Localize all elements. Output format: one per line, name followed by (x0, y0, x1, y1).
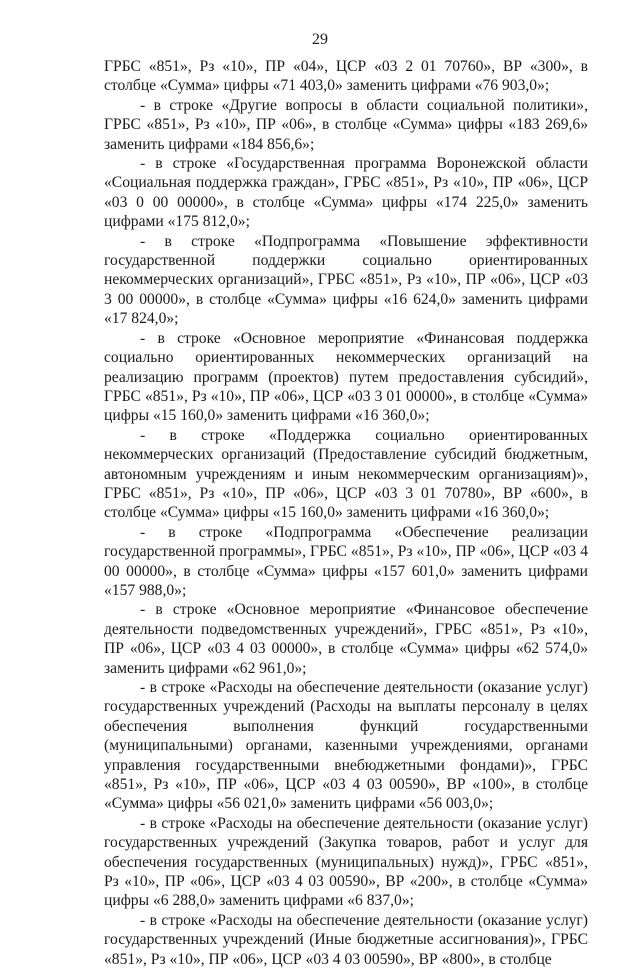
paragraph: - в строке «Другие вопросы в области социальной политики», ГРБС «851», Рз «10», ПР «06», в столбце «Сумма» цифры «183 269,6» заменить цифрами «184 856,6»; (104, 96, 588, 153)
paragraph: - в строке «Основное мероприятие «Финансовое обеспечение деятельности подведомственных учреждений», ГРБС «851», Рз «10», ПР «06», ЦСР «03 4 03 00000», в столбце «Сумма» цифры «62 574,0» заменить цифрами «62 961,0»; (104, 601, 588, 677)
paragraph: - в строке «Расходы на обеспечение деятельности (оказание услуг) государственных учреждений (Иные бюджетные ассигнования)», ГРБС «851», Рз «10», ПР «06», ЦСР «03 4 03 00590», ВР «800», в столбце (104, 911, 588, 968)
paragraph: - в строке «Поддержка социально ориентированных некоммерческих организаций (Предоставление субсидий бюджетным, автономным учреждениям и иным некоммерческим организациям)», ГРБС «851», Рз «10», ПР «06», ЦСР «03 3 01 70780», ВР «600», в столбце «Сумма» цифры «15 160,0» заменить цифрами «16 360,0»; (104, 426, 588, 522)
paragraph: - в строке «Расходы на обеспечение деятельности (оказание услуг) государственных учреждений (Закупка товаров, работ и услуг для обеспечения государственных (муниципальных) нужд)», ГРБС «851», Рз «10», ПР «06», ЦСР «03 4 03 00590», ВР «200», в столбце «Сумма» цифры «6 288,0» заменить цифрами «6 837,0»; (104, 814, 588, 910)
paragraph: ГРБС «851», Рз «10», ПР «04», ЦСР «03 2 01 70760», ВР «300», в столбце «Сумма» цифры «71 403,0» заменить цифрами «76 903,0»; (104, 58, 588, 95)
page-number: 29 (312, 31, 328, 48)
paragraph: - в строке «Подпрограмма «Обеспечение реализации государственной программы», ГРБС «851», Рз «10», ПР «06», ЦСР «03 4 00 00000», в столбце «Сумма» цифры «157 601,0» заменить цифрами «157 988,0»; (104, 523, 588, 599)
paragraph: - в строке «Основное мероприятие «Финансовая поддержка социально ориентированных некоммерческих организаций на реализацию программ (проектов) путем предоставления субсидий», ГРБС «851», Рз «10», ПР «06», ЦСР «03 3 01 00000», в столбце «Сумма» цифры «15 160,0» заменить цифрами «16 360,0»; (104, 329, 588, 425)
paragraph: - в строке «Государственная программа Воронежской области «Социальная поддержка граждан», ГРБС «851», Рз «10», ПР «06», ЦСР «03 0 00 00000», в столбце «Сумма» цифры «174 225,0» заменить цифрами «175 812,0»; (104, 155, 588, 231)
paragraph: - в строке «Подпрограмма «Повышение эффективности государственной поддержки социально ориентированных некоммерческих организаций», ГРБС «851», Рз «10», ПР «06», ЦСР «03 3 00 00000», в столбце «Сумма» цифры «16 624,0» заменить цифрами «17 824,0»; (104, 232, 588, 328)
paragraph: - в строке «Расходы на обеспечение деятельности (оказание услуг) государственных учреждений (Расходы на выплаты персоналу в целях обеспечения выполнения функций государственными (муниципальными) органами, казенными учреждениями, органами управления государственными внебюджетными фондами)», ГРБС «851», Рз «10», ПР «06», ЦСР «03 4 03 00590», ВР «100», в столбце «Сумма» цифры «56 021,0» заменить цифрами «56 003,0»; (104, 679, 588, 813)
document-body (104, 57, 588, 969)
